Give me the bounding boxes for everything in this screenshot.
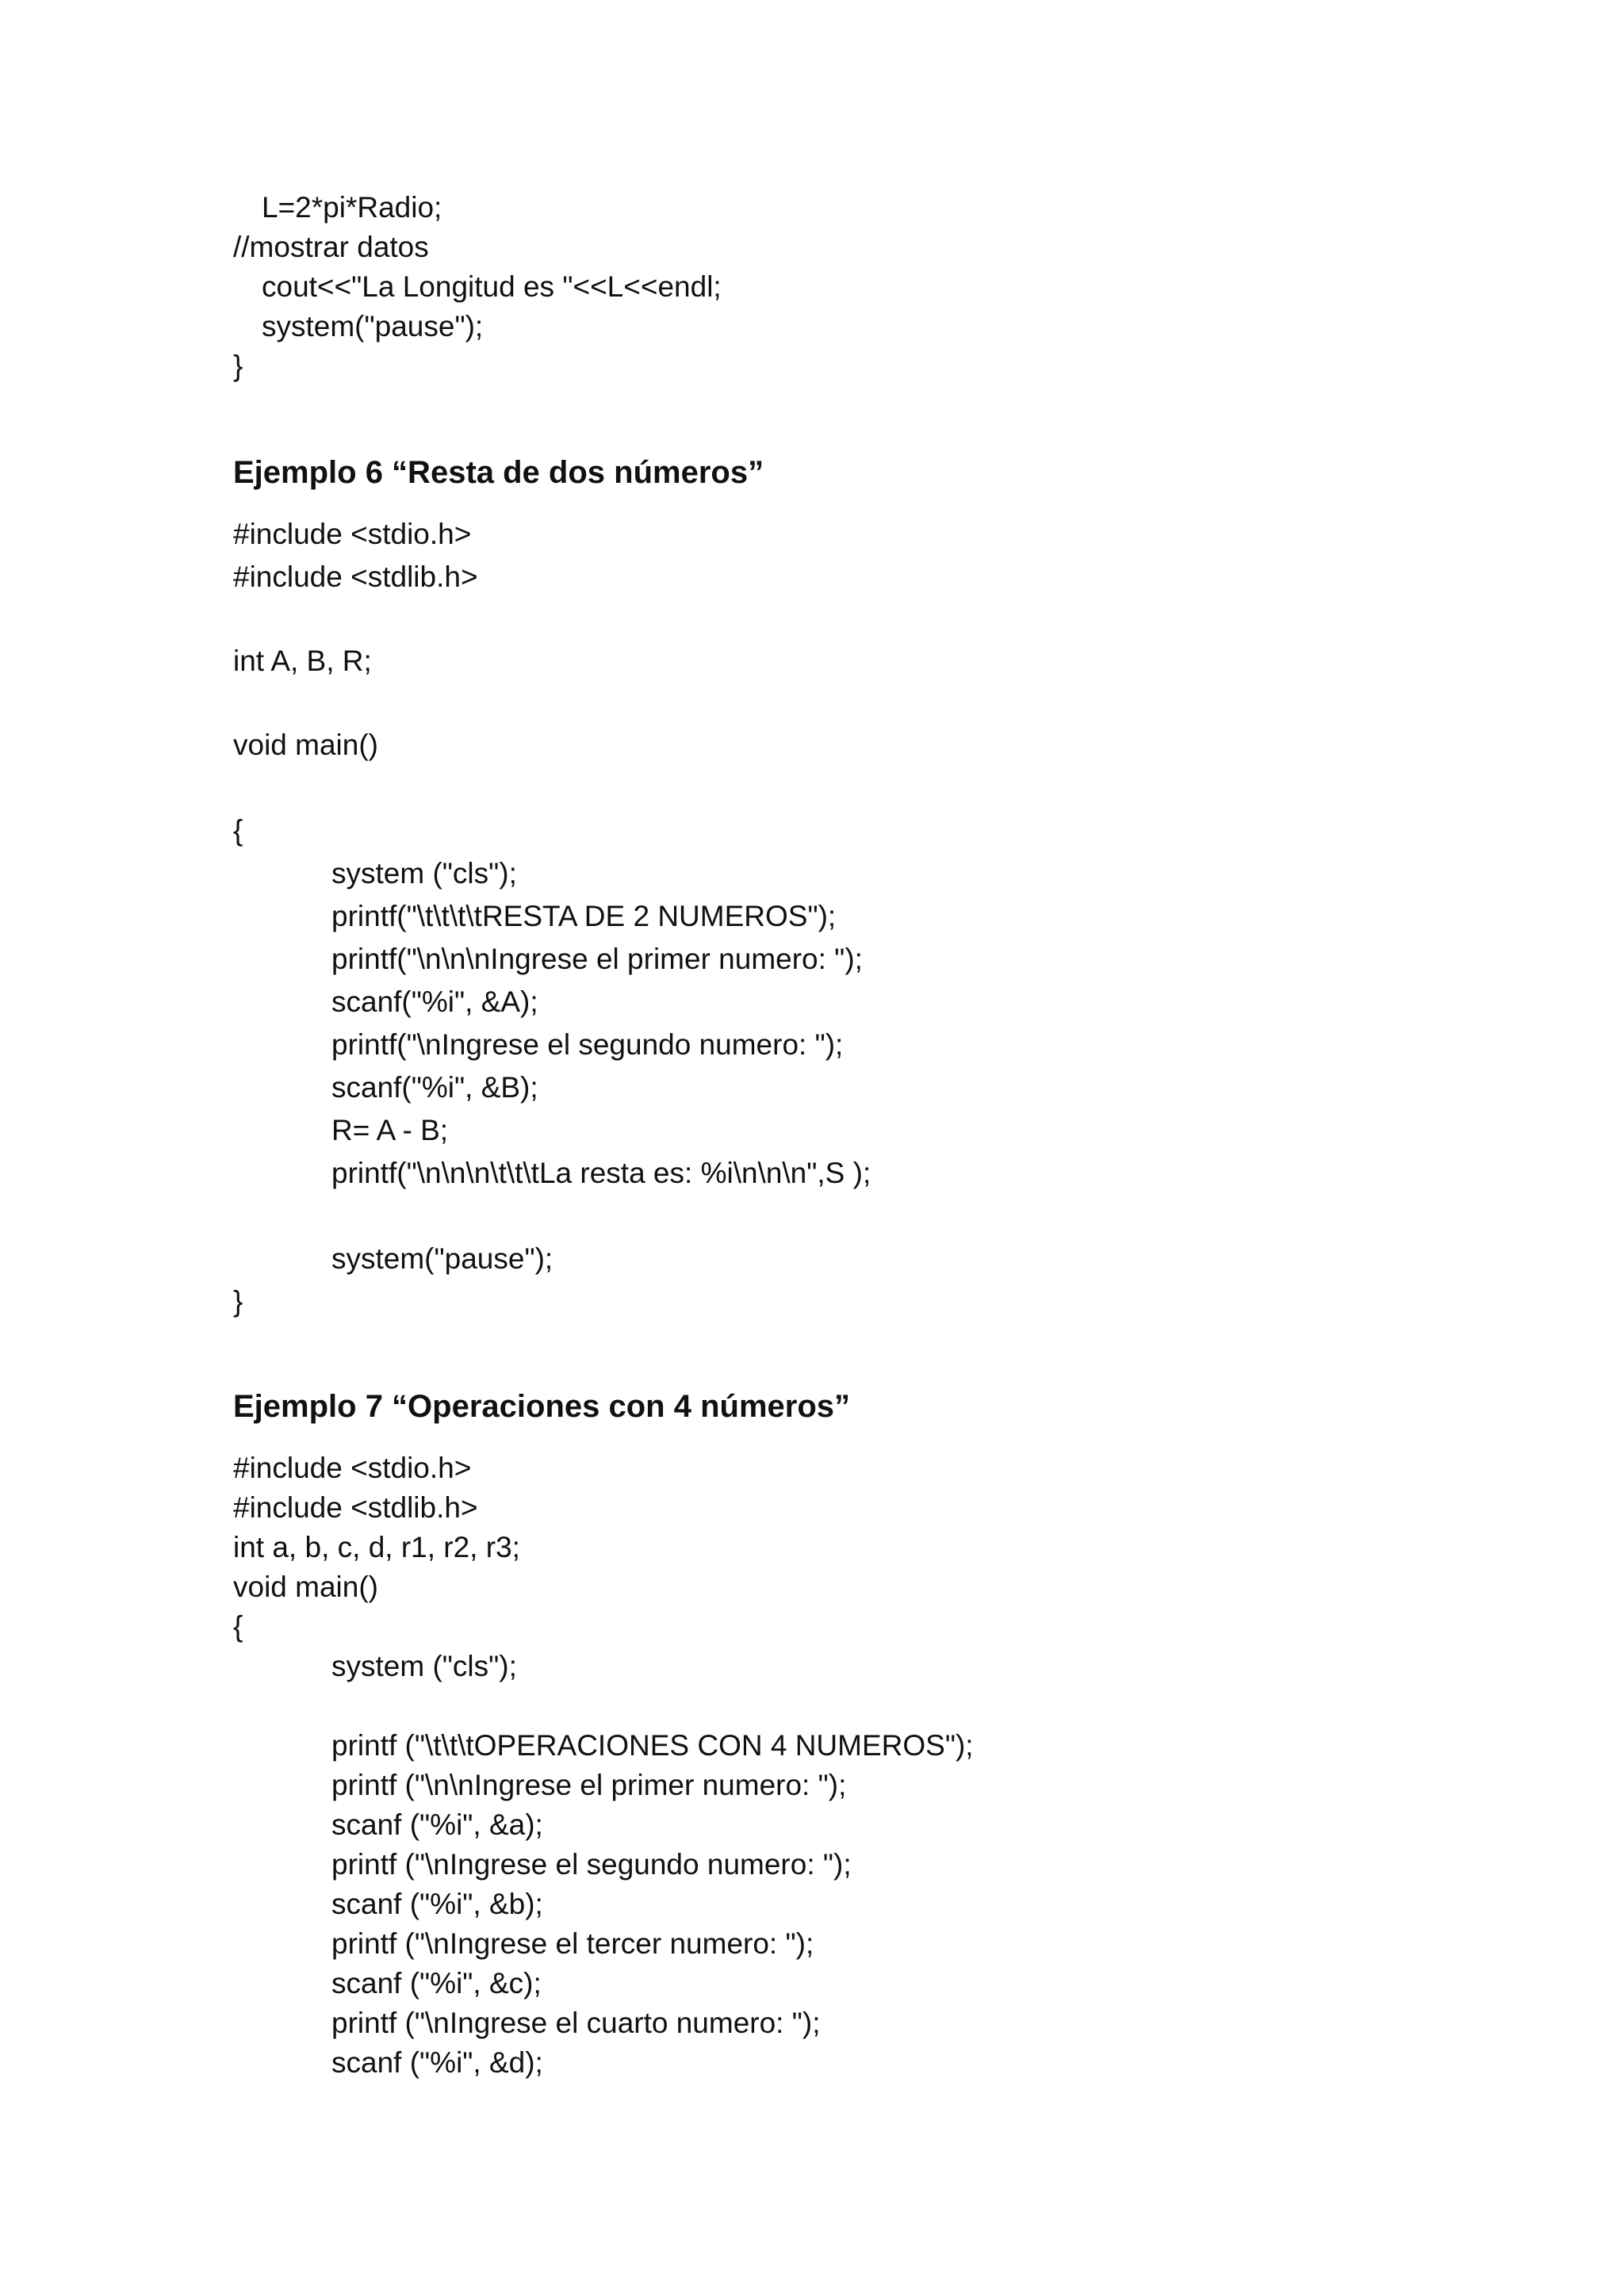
code-line: R= A - B; bbox=[331, 1114, 449, 1146]
code-line: printf ("\nIngrese el cuarto numero: "); bbox=[331, 2007, 821, 2039]
code-line: system ("cls"); bbox=[331, 857, 517, 890]
code-line: scanf ("%i", &d); bbox=[331, 2046, 543, 2079]
code-line: int a, b, c, d, r1, r2, r3; bbox=[233, 1531, 520, 1563]
code-line: printf("\n\n\n\t\t\tLa resta es: %i\n\n\n",S ); bbox=[331, 1157, 871, 1189]
code-line: #include <stdio.h> bbox=[233, 1452, 472, 1484]
code-line: printf ("\n\nIngrese el primer numero: "); bbox=[331, 1769, 847, 1801]
code-line: L=2*pi*Radio; bbox=[262, 191, 442, 224]
code-line: #include <stdio.h> bbox=[233, 518, 472, 550]
code-line: cout<<"La Longitud es "<<L<<endl; bbox=[262, 270, 722, 303]
code-line: system ("cls"); bbox=[331, 1650, 517, 1682]
code-comment: //mostrar datos bbox=[233, 231, 429, 263]
code-line: printf("\t\t\t\tRESTA DE 2 NUMEROS"); bbox=[331, 900, 837, 932]
code-line: } bbox=[233, 1285, 243, 1318]
code-line: #include <stdlib.h> bbox=[233, 561, 478, 593]
example-7-title: Ejemplo 7 “Operaciones con 4 números” bbox=[233, 1389, 851, 1424]
code-line: { bbox=[233, 814, 243, 847]
code-line: { bbox=[233, 1610, 243, 1643]
example-6-title: Ejemplo 6 “Resta de dos números” bbox=[233, 455, 764, 490]
code-line: scanf("%i", &A); bbox=[331, 985, 538, 1018]
code-line: scanf ("%i", &a); bbox=[331, 1808, 543, 1841]
code-line: void main() bbox=[233, 1571, 378, 1603]
code-line: int A, B, R; bbox=[233, 645, 372, 677]
code-line: printf("\nIngrese el segundo numero: "); bbox=[331, 1028, 844, 1061]
code-line: printf("\n\n\nIngrese el primer numero: "); bbox=[331, 943, 863, 975]
code-line: } bbox=[233, 350, 243, 382]
code-line: printf ("\nIngrese el tercer numero: "); bbox=[331, 1927, 814, 1960]
code-line: printf ("\t\t\tOPERACIONES CON 4 NUMEROS"); bbox=[331, 1729, 974, 1762]
code-line: scanf ("%i", &c); bbox=[331, 1967, 542, 1999]
code-line: scanf ("%i", &b); bbox=[331, 1888, 543, 1920]
code-line: system("pause"); bbox=[262, 310, 484, 342]
code-line: system("pause"); bbox=[331, 1242, 553, 1275]
code-line: scanf("%i", &B); bbox=[331, 1071, 538, 1104]
code-line: #include <stdlib.h> bbox=[233, 1491, 478, 1524]
code-line: void main() bbox=[233, 729, 378, 761]
code-line: printf ("\nIngrese el segundo numero: "); bbox=[331, 1848, 852, 1881]
